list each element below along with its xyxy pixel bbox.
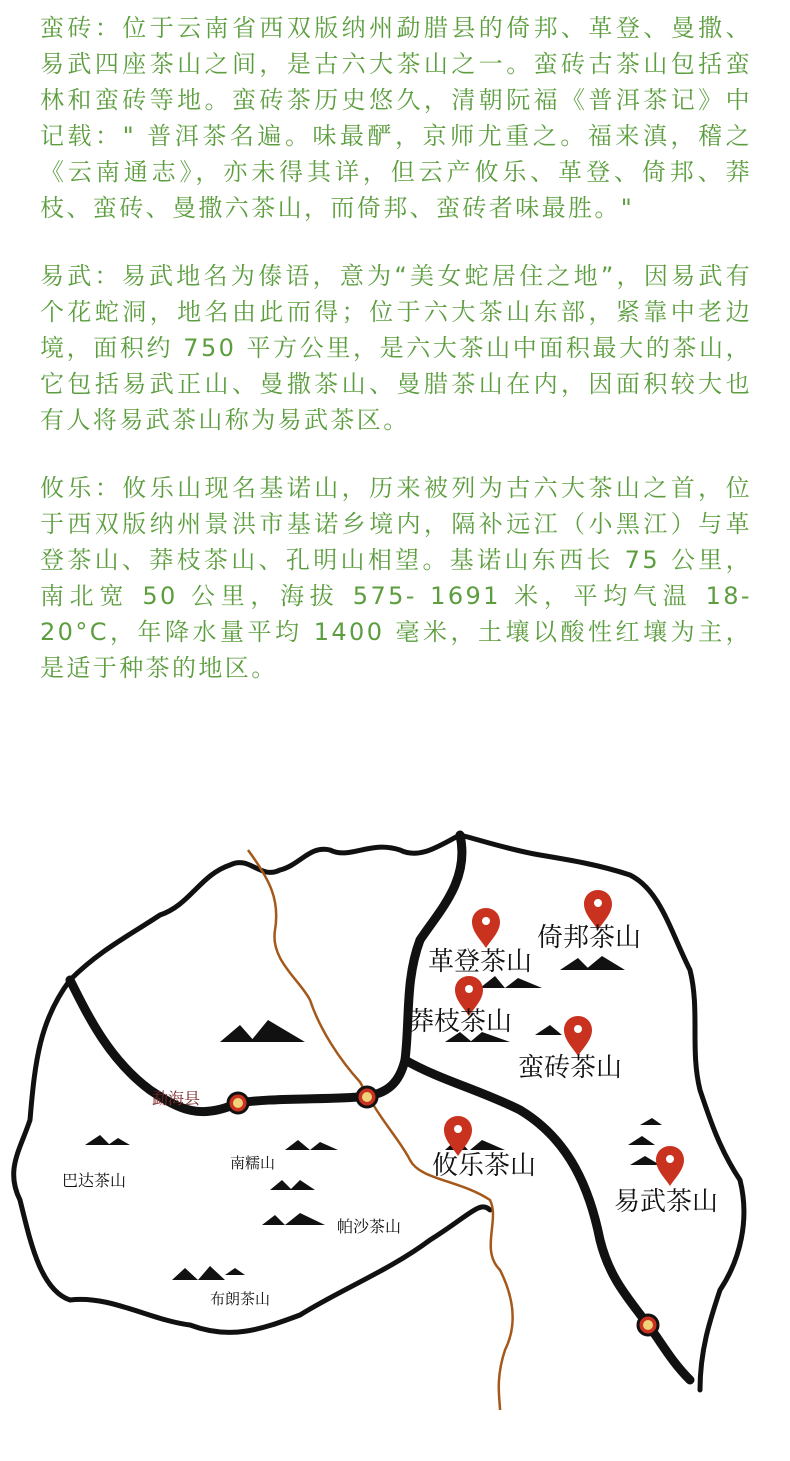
label-mangzhi: 莽枝茶山 <box>408 1007 513 1037</box>
label-menghai: 勐海县 <box>152 1089 201 1108</box>
mountain-icon <box>172 1266 245 1280</box>
town-marker-menghai <box>228 1093 248 1113</box>
town-marker-south <box>638 1315 658 1335</box>
mountain-icon <box>480 976 542 988</box>
paragraph-youle: 攸乐：攸乐山现名基诺山，历来被列为古六大茶山之首，位于西双版纳州景洪市基诺乡境内，隔补远江（小黑江）与革登茶山、莽枝茶山、孔明山相望。基诺山东西长 75 公里，南北宽 50 公里，海拔 575- 1691 米，平均气温 18-20°C，年降水量平均 1400 毫米，土壤以酸性红壤为主，是适于种茶的地区。 <box>40 474 752 682</box>
town-marker-junction <box>357 1087 377 1107</box>
label-bada: 巴达茶山 <box>62 1171 127 1190</box>
mountain-icon <box>85 1135 130 1145</box>
paragraph-manzhuan: 蛮砖：位于云南省西双版纳州勐腊县的倚邦、革登、曼撒、易武四座茶山之间，是古六大茶山之一。蛮砖古茶山包括蛮林和蛮砖等地。蛮砖茶历史悠久，清朝阮福《普洱茶记》中记载：" 普洱茶名遍。味最酽，京师尤重之。福来滇，稽之《云南通志》，亦未得其详，但云产攸乐、革登、倚邦、莽枝、蛮砖、曼撒六茶山，而倚邦、蛮砖者味最胜。" <box>40 14 752 222</box>
pin-icon-manzhuan <box>564 1016 592 1056</box>
label-yiwu: 易武茶山 <box>614 1187 719 1217</box>
map-svg <box>0 820 790 1420</box>
mountain-icon <box>285 1140 338 1150</box>
paragraph-yiwu: 易武：易武地名为傣语，意为“美女蛇居住之地”，因易武有个花蛇洞，地名由此而得；位于六大茶山东部，紧靠中老边境，面积约 750 平方公里，是六大茶山中面积最大的茶山，它包括易武正山、曼撒茶山、曼腊茶山在内，因面积较大也有人将易武茶山称为易武茶区。 <box>40 262 752 434</box>
label-youle: 攸乐茶山 <box>432 1151 537 1181</box>
mountain-icon <box>560 956 625 970</box>
pin-icon-gedeng <box>472 908 500 948</box>
tea-mountain-map <box>0 820 790 1420</box>
label-bulang: 布朗茶山 <box>210 1290 271 1308</box>
label-gedeng: 革登茶山 <box>428 947 533 977</box>
mountain-icon <box>535 1025 562 1035</box>
label-nannuo: 南糯山 <box>230 1154 276 1172</box>
label-yibang: 倚邦茶山 <box>537 923 642 953</box>
pin-icon-yiwu <box>656 1146 684 1186</box>
label-pasha: 帕沙茶山 <box>337 1217 402 1236</box>
river <box>248 850 513 1410</box>
mountain-icon <box>262 1213 325 1225</box>
article-text <box>40 10 752 718</box>
mountain-icon <box>270 1180 315 1190</box>
label-manzhuan: 蛮砖茶山 <box>518 1053 623 1083</box>
mountain-icon <box>220 1020 305 1042</box>
